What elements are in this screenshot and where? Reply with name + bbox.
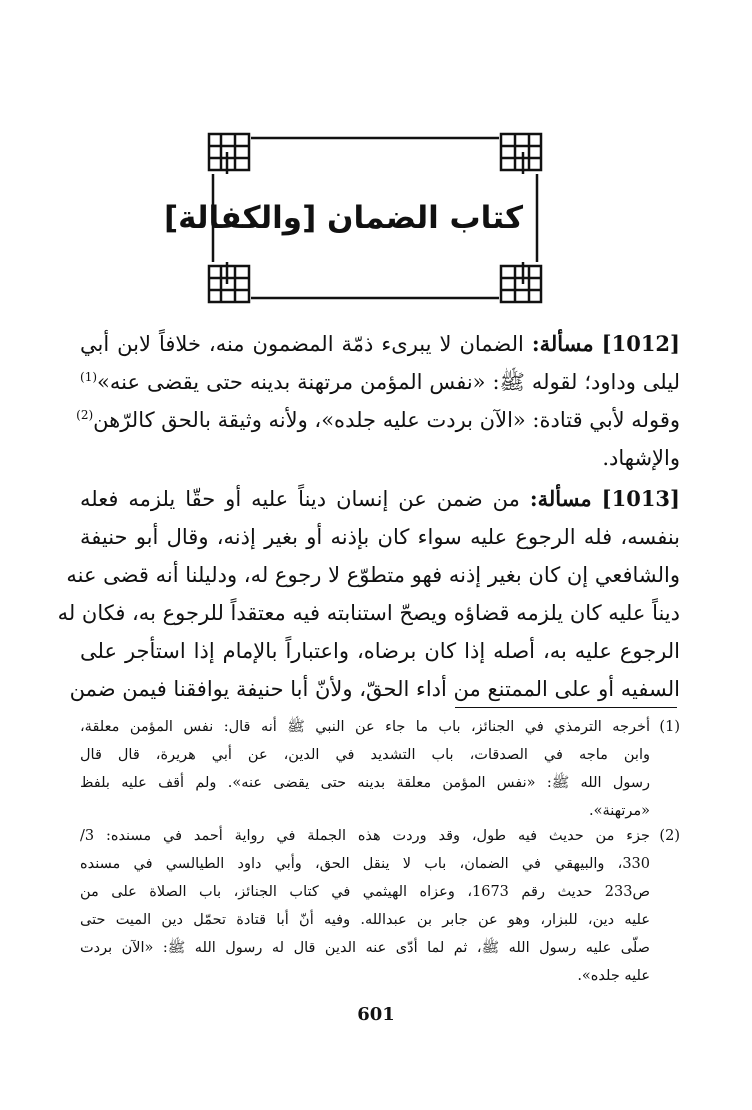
footnote-line: وابن ماجه في الصدقات، باب التشديد في الدين، عن أبي هريرة، قال قال [80, 747, 650, 763]
issue-label: مسألة: [529, 486, 592, 511]
paragraph-line: والشافعي إن كان بغير إذنه فهو متطوّع لا رجوع له، ودليلنا أنه قضى عنه [66, 563, 680, 587]
footnote-ref[interactable]: (1) [80, 370, 98, 384]
paragraph-line [80, 439, 680, 477]
footnote-ref[interactable]: (2) [76, 408, 94, 422]
paragraph-text: وقوله لأبي قتادة: «الآن بردت عليه جلده»، ولأنه وثيقة بالحق كالرّهن [93, 408, 680, 432]
paragraph-line: السفيه أو على الممتنع من أداء الحقّ، ولأنّ أبا حنيفة يوافقنا فيمن ضمن [69, 677, 680, 701]
footnote-line: عليه دين، للبزار، وهو عن جابر بن عبدالله. وفيه أنّ أبا قتادة تحمّل دين الميت حتى [80, 912, 650, 928]
footnote-line: ص233 حديث رقم 1673، وعزاه الهيثمي في كتاب الجنائز، باب الصلاة على من [80, 884, 650, 900]
footnote-line: صلّى عليه رسول الله ﷺ، ثم لما أدّى عنه الدين قال له رسول الله ﷺ: «الآن بردت [80, 940, 650, 956]
page-number: 601 [357, 1004, 395, 1025]
paragraph-line [80, 480, 680, 518]
paragraph-text: الضمان لا يبرىء ذمّة المضمون منه، خلافاً لابن أبي [80, 332, 524, 356]
footnote-line: أخرجه الترمذي في الجنائز، باب ما جاء عن النبي ﷺ أنه قال: نفس المؤمن معلقة، [80, 719, 650, 735]
paragraph-line [80, 363, 680, 401]
footnote-1 [80, 713, 680, 825]
chapter-title: كتاب الضمان [والكفالة] [163, 200, 523, 236]
paragraph-text: من ضمن عن إنسان ديناً عليه أو حقّا يلزمه فعله [80, 487, 520, 511]
footnote-line: رسول الله ﷺ: «نفس المؤمن معلقة بدينه حتى يقضى عنه». ولم أقف عليه بلفظ [80, 775, 650, 791]
footnote-2 [80, 822, 680, 990]
paragraph-1013 [57, 480, 680, 708]
paragraph-line [80, 325, 680, 363]
paragraph-text: والإشهاد. [602, 446, 680, 470]
footnote-line: 330، والبيهقي في الضمان، باب لا ينقل الحق، وأبي داود الطيالسي في مسنده [80, 856, 650, 872]
paragraph-line [76, 401, 680, 439]
issue-label: مسألة: [531, 331, 594, 356]
footnote-separator [455, 707, 677, 708]
issue-number: [1013] [601, 486, 680, 511]
footnote-line: عليه جلده». [577, 968, 650, 984]
footnote-marker: (2) [659, 828, 680, 844]
paragraph-text: ليلى وداود؛ لقوله ﷺ: «نفس المؤمن مرتهنة بدينه حتى يقضى عنه» [97, 370, 680, 394]
paragraph-line: الرجوع عليه به، أصله إذا كان برضاه، واعتباراً بالإمام إذا استأجر على [80, 639, 680, 663]
footnote-line: «مرتهنة». [589, 803, 650, 819]
footnote-line: جزء من حديث فيه طول، وقد وردت هذه الجملة في رواية أحمد في مسنده: 3/ [80, 828, 650, 844]
paragraph-line: بنفسه، فله الرجوع عليه سواء كان بإذنه أو بغير إذنه، وقال أبو حنيفة [80, 525, 680, 549]
issue-number: [1012] [601, 331, 680, 356]
paragraph-1012 [76, 325, 680, 477]
footnote-marker: (1) [659, 719, 680, 735]
paragraph-line: ديناً عليه كان يلزمه قضاؤه ويصحّ استنابته فيه معتقداً للرجوع به، فكان له [57, 601, 680, 625]
